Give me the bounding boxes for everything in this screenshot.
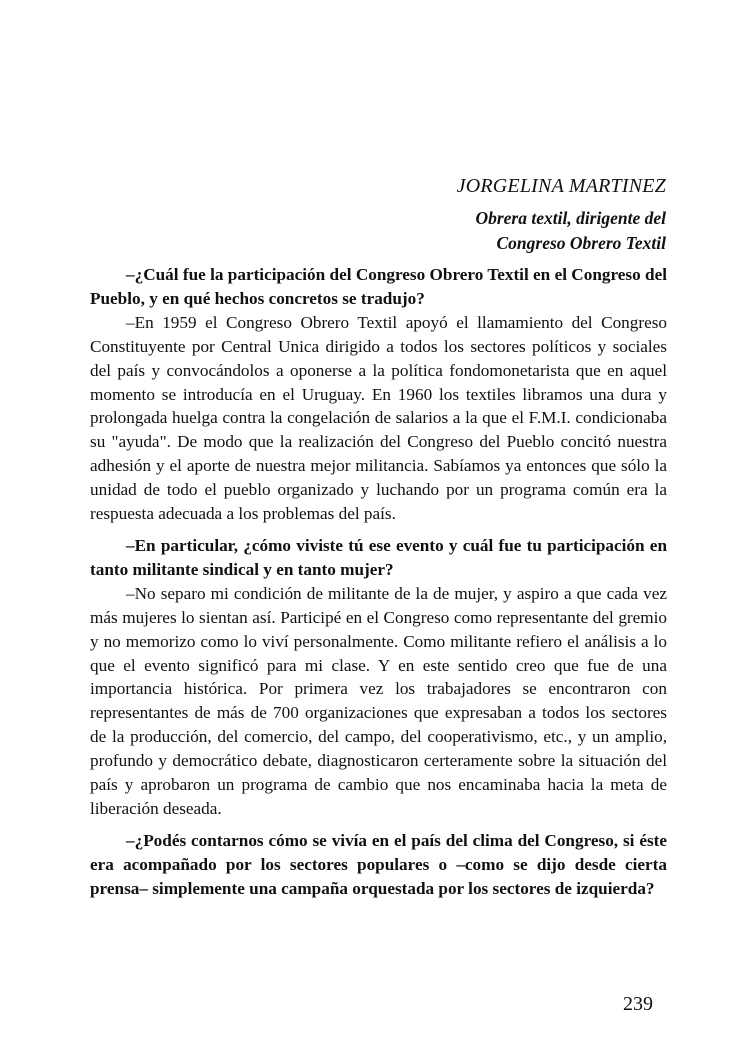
question-paragraph: –¿Cuál fue la participación del Congreso Obrero Textil en el Congreso del Pueblo, y en qué hechos concretos se tradujo? (90, 265, 667, 308)
question-paragraph: –En particular, ¿cómo viviste tú ese evento y cuál fue tu participación en tanto militante sindical y en tanto mujer? (90, 535, 667, 579)
answer-paragraph: –No separo mi condición de militante de la de mujer, y aspiro a que cada vez más mujeres lo sientan así. Participé en el Congreso como representante del gremio y no memorizo como lo viví personalmente. Como militante refiero el análisis a lo que el evento significó para mi clase. Y en este sentido creo que fue de una importancia histórica. Por primera vez los trabajadores se encontraron con representantes de más de 700 organizaciones que expresaban a todos los sectores de la producción, del comercio, del campo, del cooperativismo, etc., y un amplio, profundo y democrático debate, diagnosticaron certeramente sobre la situación del país y aprobaron un programa de cambio que nos encaminaba hacia la meta de liberación deseada. (90, 583, 667, 818)
author-role-line-1: Obrera textil, dirigente del (475, 208, 666, 228)
interview-body (90, 263, 667, 901)
answer-paragraph: –En 1959 el Congreso Obrero Textil apoyó el llamamiento del Congreso Constituyente por Central Unica dirigido a todos los sectores políticos y sociales del país y convocándolos a oponerse a la política fondomonetarista que en aquel momento se introducía en el Uruguay. En 1960 los textiles libramos una dura y prolongada huelga contra la congelación de salarios a la que el F.M.I. condicionaba su "ayuda". De modo que la realización del Congreso del Pueblo concitó nuestra adhesión y el aporte de nuestra mejor militancia. Sabíamos ya entonces que sólo la unidad de todo el pueblo organizado y luchando por un programa común era la respuesta adecuada a los problemas del país. (90, 312, 667, 524)
question-paragraph: –¿Podés contarnos cómo se vivía en el país del clima del Congreso, si éste era acompañado por los sectores populares o –como se dijo desde cierta prensa– simplemente una campaña orquestada por los sectores de izquierda? (90, 830, 667, 898)
page-number: 239 (623, 993, 653, 1015)
interview-header (457, 172, 666, 256)
author-name: JORGELINA MARTINEZ (456, 175, 666, 197)
author-role-line-2: Congreso Obrero Textil (496, 233, 666, 253)
